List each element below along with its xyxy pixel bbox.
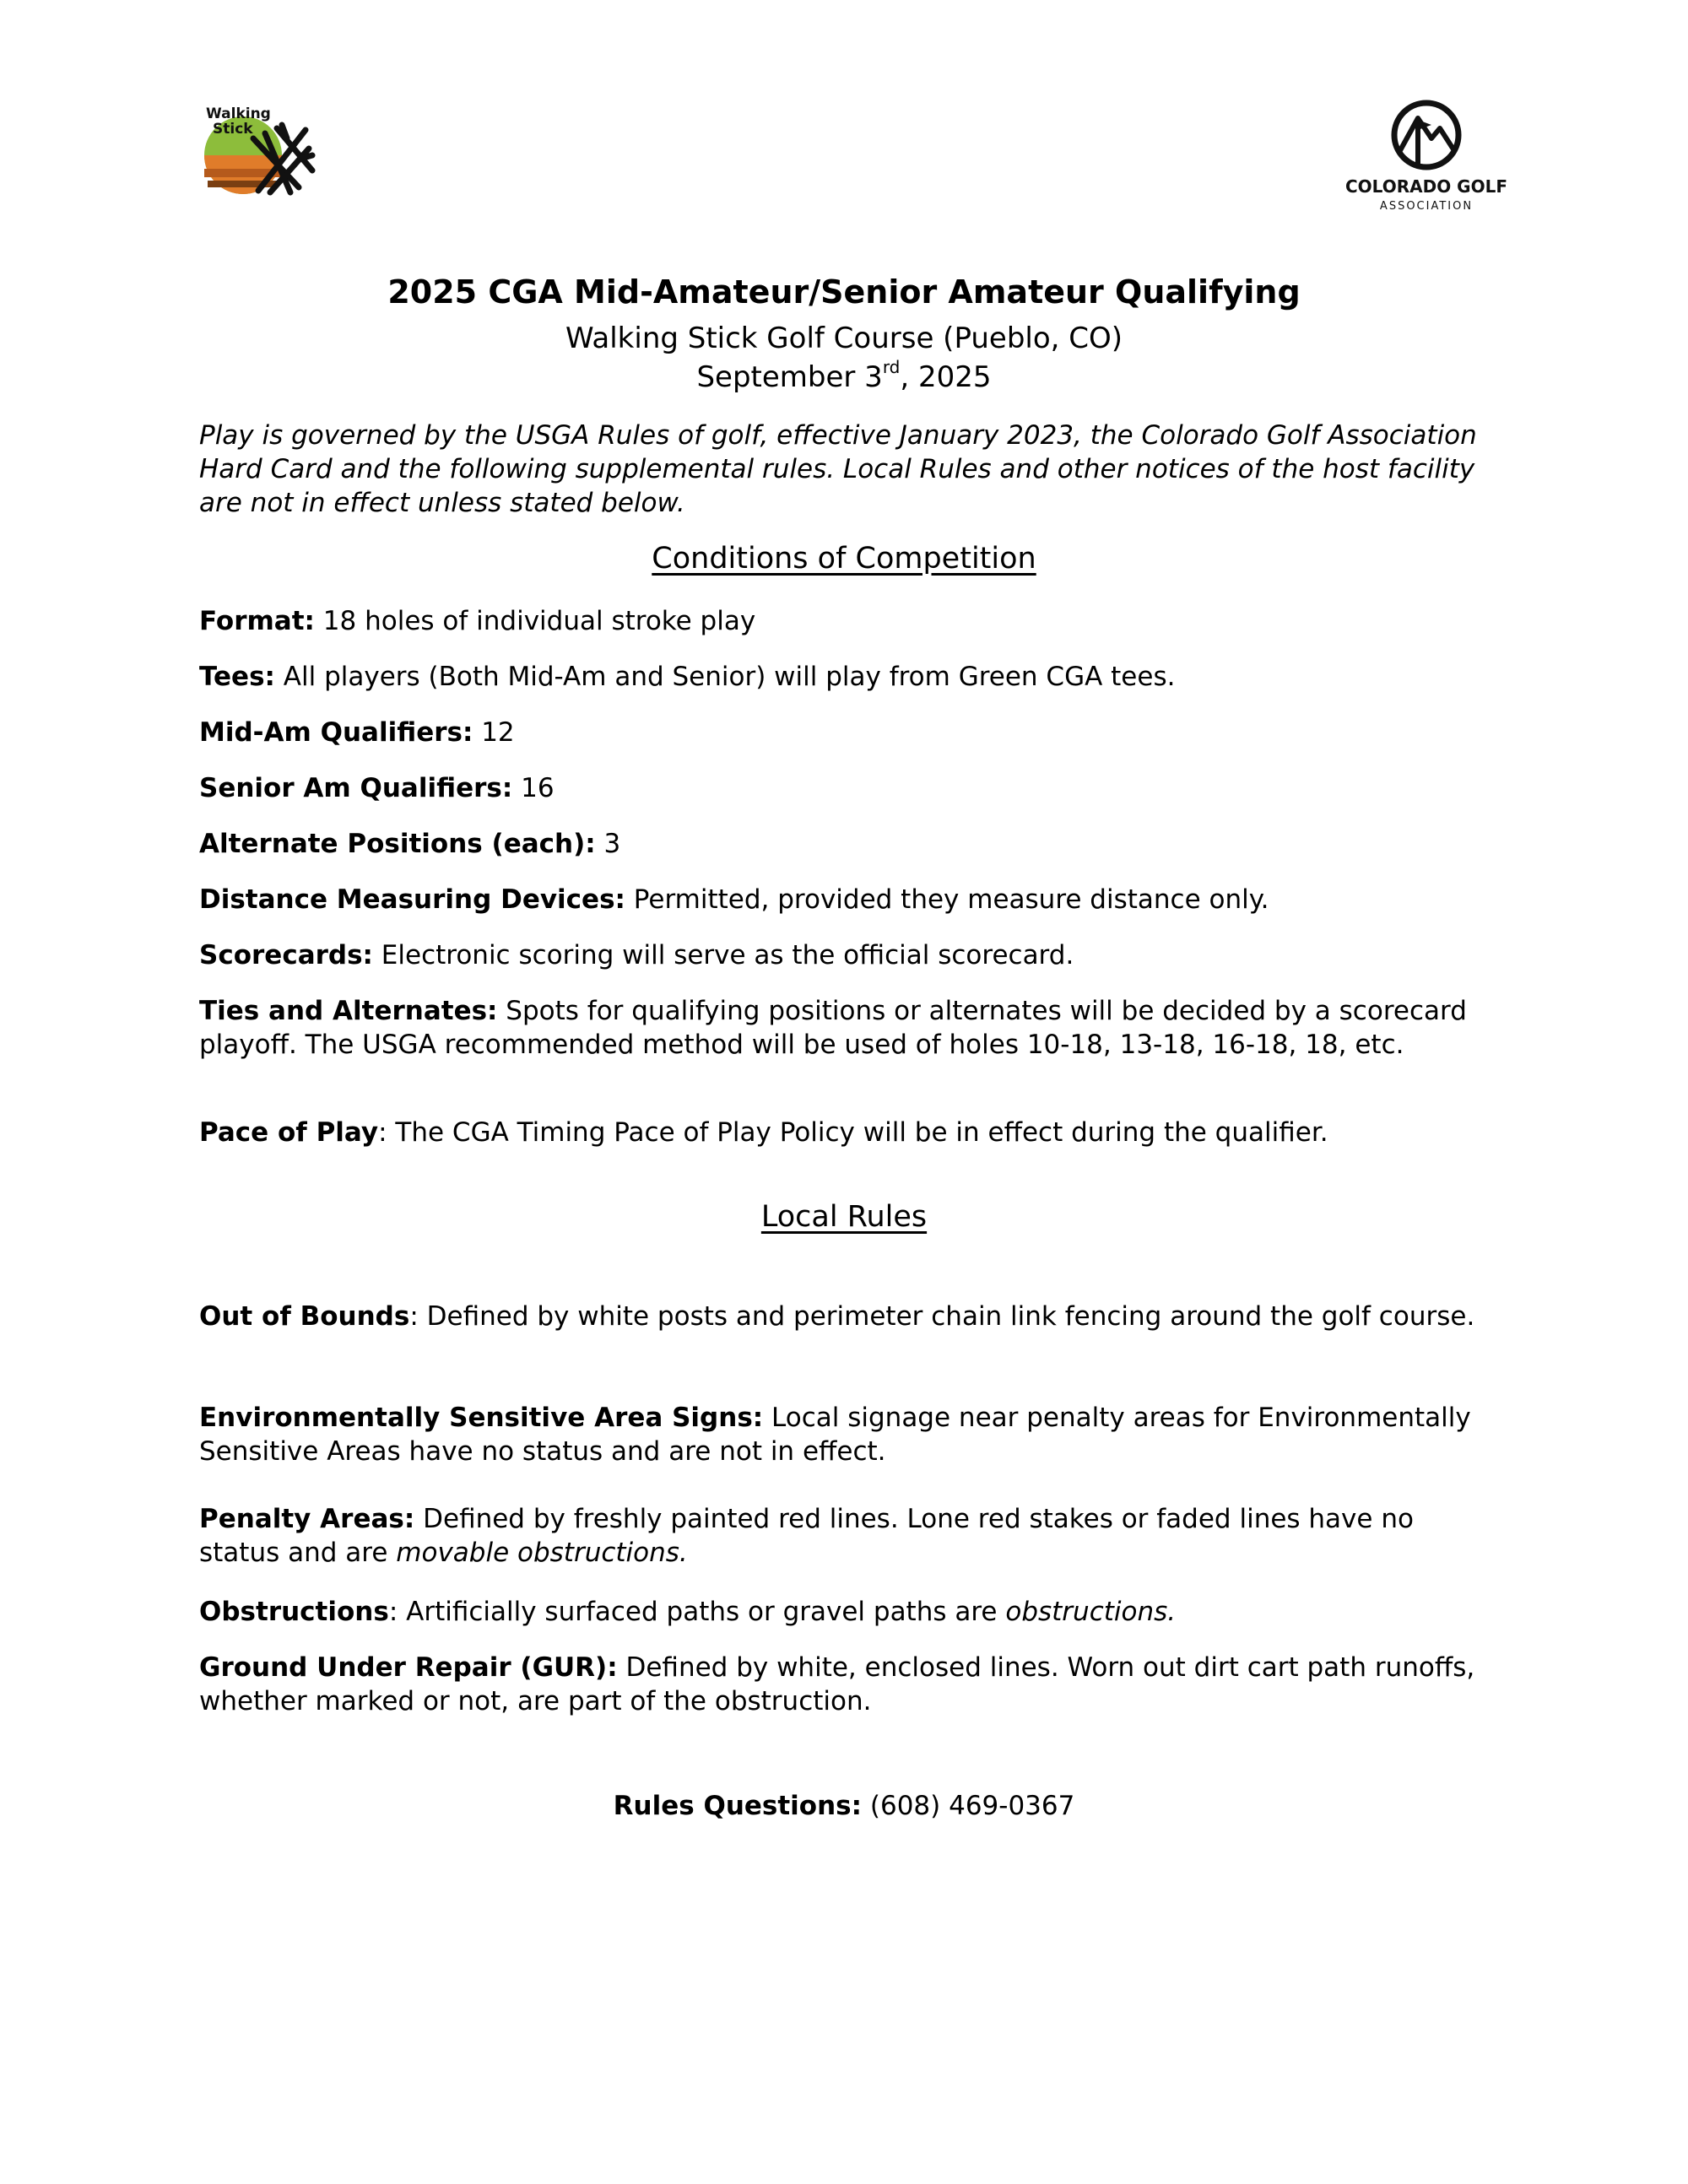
rule-environmentally-sensitive: Environmentally Sensitive Area Signs: Local signage near penalty areas for Environmentally Sensitive Areas have no status and are not in effect. [199,1403,1471,1467]
governing-rules-intro: Play is governed by the USGA Rules of golf, effective January 2023, the Colorado Golf Association Hard Card and the following supplemental rules. Local Rules and other notices of the host facility are not in effect unless stated below. [199,420,1477,518]
conditions-heading: Conditions of Competition [652,542,1036,576]
event-date: September 3rd, 2025 [696,356,992,394]
svg-text:Stick: Stick [213,121,253,138]
svg-text:Walking: Walking [206,105,271,122]
condition-distance-devices: Distance Measuring Devices: Permitted, provided they measure distance only. [199,884,1269,915]
condition-scorecards: Scorecards: Electronic scoring will serve as the official scorecard. [199,940,1074,970]
rule-penalty-areas: Penalty Areas: Defined by freshly painted red lines. Lone red stakes or faded lines have no status and are movable obstructions. [199,1504,1414,1568]
svg-text:ASSOCIATION: ASSOCIATION [1379,200,1474,213]
walking-stick-logo [199,100,316,201]
page-title: 2025 CGA Mid-Amateur/Senior Amateur Qualifying [387,273,1301,311]
condition-senior-am-qualifiers: Senior Am Qualifiers: 16 [199,773,555,803]
rule-ground-under-repair: Ground Under Repair (GUR): Defined by white, enclosed lines. Worn out dirt cart path runoffs, whether marked or not, are part of the obstruction. [199,1652,1475,1716]
condition-ties-alternates: Ties and Alternates: Spots for qualifying positions or alternates will be decided by a scorecard playoff. The USGA recommended method will be used of holes 10-18, 13-18, 16-18, 18, etc. [199,996,1467,1060]
local-rules-heading: Local Rules [760,1200,928,1234]
rule-out-of-bounds: Out of Bounds: Defined by white posts and perimeter chain link fencing around the golf course. [199,1301,1475,1332]
course-name: Walking Stick Golf Course (Pueblo, CO) [565,322,1123,355]
condition-pace-of-play: Pace of Play: The CGA Timing Pace of Play Policy will be in effect during the qualifier. [199,1117,1328,1148]
condition-mid-am-qualifiers: Mid-Am Qualifiers: 12 [199,717,515,748]
condition-alternate-positions: Alternate Positions (each): 3 [199,829,621,859]
condition-format: Format: 18 holes of individual stroke play [199,606,756,636]
svg-text:COLORADO GOLF: COLORADO GOLF [1345,176,1507,197]
condition-tees: Tees: All players (Both Mid-Am and Senior) will play from Green CGA tees. [199,662,1176,692]
rule-obstructions: Obstructions: Artificially surfaced paths or gravel paths are obstructions. [199,1597,1177,1627]
colorado-golf-association-logo [1344,100,1509,218]
rules-questions-contact: Rules Questions: (608) 469-0367 [613,1791,1075,1821]
